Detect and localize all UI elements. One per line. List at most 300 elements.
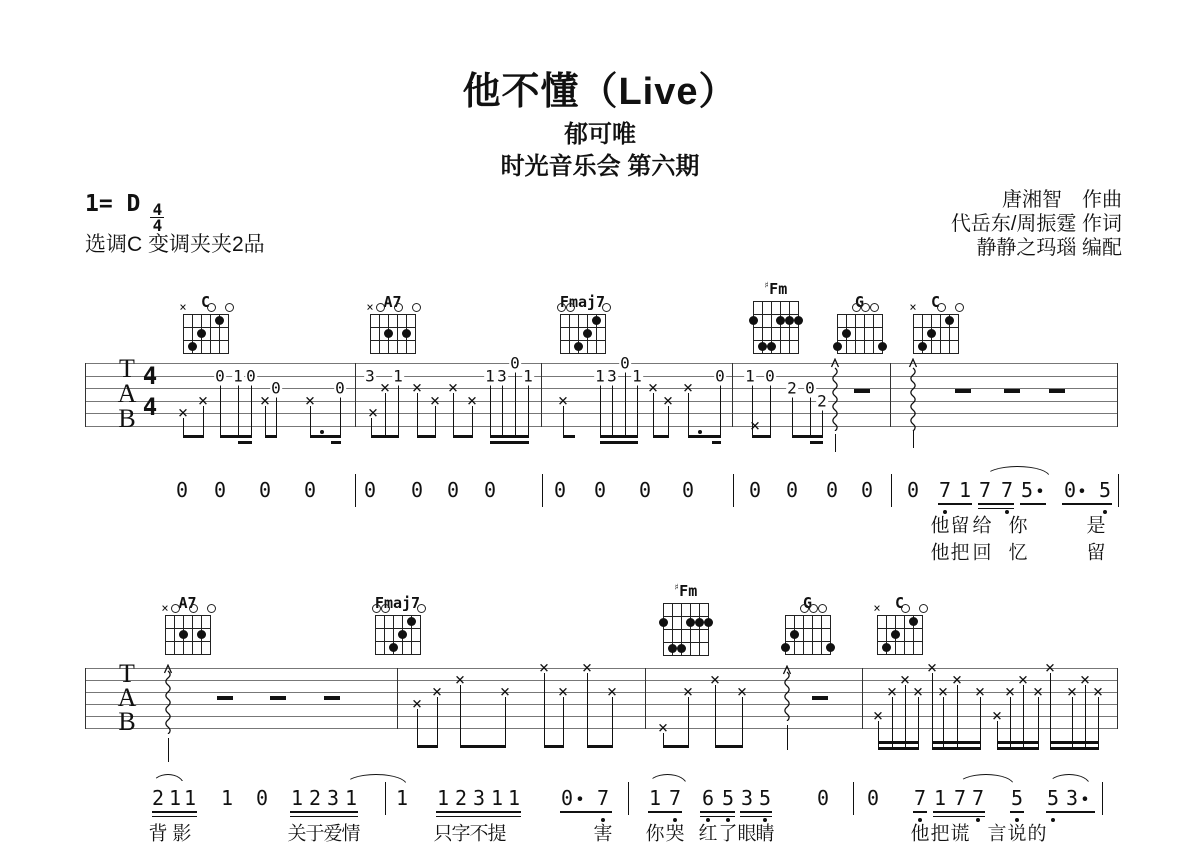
strum-x-mark: × [749, 415, 761, 436]
chord-finger-dot [402, 329, 411, 338]
tab-fret-number: 0 [215, 366, 225, 385]
tab-fret-number: 3 [365, 366, 375, 385]
chord-finger-dot [668, 644, 677, 653]
chord-label: ♯Fm [673, 582, 698, 600]
staff-line [85, 668, 1117, 669]
strum-x-mark: × [657, 718, 669, 738]
strum-x-mark: × [538, 658, 550, 678]
chord-finger-dot [794, 316, 803, 325]
barline [85, 668, 86, 729]
underline-beam [152, 816, 197, 818]
chord-grid-string-line [877, 615, 878, 654]
note-stem [688, 697, 689, 748]
lyric-char: 他 [930, 542, 950, 564]
jianpu-note: 5 [1020, 478, 1034, 502]
duration-dot: • [1077, 481, 1087, 501]
strum-x-mark: × [912, 682, 924, 702]
tie-arc [985, 466, 1050, 477]
tab-fret-number: 1 [233, 366, 243, 385]
jianpu-note: 0 [681, 478, 695, 502]
chord-finger-dot [785, 316, 794, 325]
chord-finger-dot [574, 342, 583, 351]
jianpu-barline [1102, 782, 1103, 815]
chord-finger-dot [398, 630, 407, 639]
chord-grid-string-line [803, 615, 804, 654]
tab-clef-letter: T [119, 354, 135, 383]
rest-dash [217, 696, 233, 699]
rhythm-dot [320, 430, 325, 435]
chord-grid-fret-line [165, 654, 211, 655]
credit-lyricist: 代岳东/周振霆 作词 [950, 213, 1122, 235]
lyric-char: 影 [172, 823, 192, 845]
chord-grid-fret-line [877, 628, 923, 629]
strum-x-mark: × [466, 390, 478, 411]
jianpu-barline [853, 782, 854, 815]
muted-string-icon: × [179, 300, 187, 314]
chord-finger-dot [179, 630, 188, 639]
strum-x-mark: × [1092, 682, 1104, 702]
chord-grid-fret-line [753, 353, 799, 354]
lyric-char: 把 [950, 542, 970, 564]
beam [490, 441, 529, 444]
open-string-icon [189, 604, 198, 613]
chord-finger-dot [878, 342, 887, 351]
lyric-char: 关 [287, 823, 307, 845]
underline-beam [740, 811, 772, 813]
arpeggio-squiggle-icon [908, 358, 918, 431]
note-stem [437, 697, 438, 748]
note-stem [653, 393, 654, 438]
chord-grid-string-line [384, 615, 385, 654]
chord-grid-fret-line [785, 628, 831, 629]
beam [183, 435, 204, 438]
tab-fret-number: 1 [485, 366, 495, 385]
beam [878, 747, 919, 750]
open-string-icon [207, 303, 216, 312]
chord-finger-dot [918, 342, 927, 351]
lyric-char: 睛 [755, 823, 775, 845]
strum-x-mark: × [899, 670, 911, 690]
lyric-char: 留 [950, 515, 970, 537]
chord-finger-dot [659, 618, 668, 627]
note-stem [460, 685, 461, 748]
note-stem [587, 673, 588, 748]
chord-finger-dot [826, 643, 835, 652]
chord-grid-string-line [913, 314, 914, 353]
chord-grid-fret-line [877, 615, 923, 616]
tab-clef-letter: A [117, 379, 137, 408]
chord-grid-fret-line [753, 301, 799, 302]
open-string-icon [937, 303, 946, 312]
beam [600, 441, 638, 444]
chord-grid-fret-line [913, 353, 959, 354]
jianpu-note: 0 [553, 478, 567, 502]
tie-arc [958, 774, 1014, 785]
chord-grid-fret-line [663, 642, 709, 643]
chord-finger-dot [686, 618, 695, 627]
underline-beam [290, 811, 358, 813]
lyric-char: 你 [645, 823, 665, 845]
credit-composer: 唐湘智 作曲 [1002, 189, 1122, 211]
chord-grid-string-line [379, 314, 380, 353]
beam [715, 745, 743, 748]
note-stem [822, 406, 823, 439]
barline [1117, 363, 1118, 427]
jianpu-note: 1 [183, 786, 197, 810]
chord-label: C [930, 293, 941, 311]
jianpu-note: 0 [825, 478, 839, 502]
lyric-char: 谎 [950, 823, 970, 845]
chord-grid-fret-line [663, 655, 709, 656]
beam [417, 745, 438, 748]
open-string-icon [870, 303, 879, 312]
note-stem [544, 673, 545, 748]
jianpu-note: 7 [668, 786, 682, 810]
lyric-char: 说 [1007, 823, 1027, 845]
jianpu-note: 0 [1063, 478, 1077, 502]
tab-fret-number: 0 [271, 378, 281, 398]
open-string-icon [852, 303, 861, 312]
open-string-icon [566, 303, 575, 312]
chord-grid-string-line [210, 615, 211, 654]
chord-finger-dot [767, 342, 776, 351]
jianpu-note: 3 [326, 786, 340, 810]
lyric-char: 只 [433, 823, 453, 845]
tab-fret-number: 1 [632, 366, 642, 385]
note-stem [792, 393, 793, 438]
chord-grid-string-line [873, 314, 874, 353]
chord-finger-dot [583, 329, 592, 338]
jianpu-barline [733, 474, 734, 507]
chord-grid-fret-line [370, 327, 416, 328]
tab-fret-number: 0 [620, 353, 630, 373]
underline-beam [648, 811, 682, 813]
chord-label: G [802, 594, 813, 612]
beam [997, 747, 1039, 750]
muted-string-icon: × [161, 601, 169, 615]
lyric-char: 红 [698, 823, 718, 845]
strum-x-mark: × [974, 682, 986, 702]
lyric-char: 言 [987, 823, 1007, 845]
note-stem [932, 673, 933, 748]
open-string-icon [394, 303, 403, 312]
chord-grid-fret-line [560, 327, 606, 328]
lyric-char: 于 [305, 823, 325, 845]
chord-finger-dot [945, 316, 954, 325]
jianpu-barline [542, 474, 543, 507]
song-title: 他不懂（Live） [462, 71, 738, 113]
staff-time-signature: 4 [142, 392, 158, 421]
chord-finger-dot [197, 630, 206, 639]
beam [417, 435, 436, 438]
open-string-icon [372, 604, 381, 613]
staff-line [85, 680, 1117, 681]
open-string-icon [557, 303, 566, 312]
chord-grid-fret-line [913, 340, 959, 341]
tab-fret-number: 3 [607, 366, 617, 385]
tab-fret-number: 1 [523, 366, 533, 385]
strum-x-mark: × [197, 390, 209, 411]
jianpu-note: 1 [933, 786, 947, 810]
chord-grid-string-line [560, 314, 561, 353]
barline [85, 363, 86, 427]
lyric-char: 他 [910, 823, 930, 845]
open-string-icon [955, 303, 964, 312]
chord-grid-string-line [183, 314, 184, 353]
note-stem [905, 685, 906, 748]
jianpu-note: 5 [1046, 786, 1060, 810]
chord-grid-fret-line [375, 654, 421, 655]
jianpu-note: 7 [938, 478, 952, 502]
note-stem [715, 685, 716, 748]
jianpu-note: 1 [490, 786, 504, 810]
low-octave-dot [1051, 818, 1055, 822]
open-string-icon [809, 604, 818, 613]
arpeggio-squiggle-icon [782, 665, 792, 721]
staff-line [85, 728, 1117, 729]
chord-grid-string-line [821, 615, 822, 654]
beam [1050, 747, 1099, 750]
chord-finger-dot [833, 342, 842, 351]
meter-bottom: 4 [152, 216, 163, 235]
jianpu-note: 5 [1010, 786, 1024, 810]
strum-x-mark: × [259, 390, 271, 411]
tie-arc [1048, 774, 1090, 785]
lyric-char: 是 [1086, 515, 1106, 537]
chord-grid-fret-line [370, 353, 416, 354]
note-stem [168, 738, 169, 762]
chord-grid-string-line [940, 314, 941, 353]
chord-finger-dot [384, 329, 393, 338]
jianpu-note: 0 [860, 478, 874, 502]
duration-dot: • [575, 789, 585, 809]
staff-line [85, 704, 1117, 705]
chord-grid-fret-line [913, 314, 959, 315]
jianpu-note: 0 [213, 478, 227, 502]
rhythm-dot [698, 430, 703, 435]
jianpu-barline [1118, 474, 1119, 507]
jianpu-note: 1 [290, 786, 304, 810]
open-string-icon [818, 604, 827, 613]
strum-x-mark: × [1079, 670, 1091, 690]
chord-finger-dot [927, 329, 936, 338]
lyric-char: 你 [1008, 515, 1028, 537]
underline-beam [933, 811, 985, 813]
chord-finger-dot [776, 316, 785, 325]
rest-dash [812, 696, 828, 699]
jianpu-note: 0 [258, 478, 272, 502]
strum-x-mark: × [379, 378, 391, 398]
tab-clef-letter: B [118, 404, 136, 433]
chord-grid-fret-line [837, 314, 883, 315]
note-stem [417, 393, 418, 438]
jianpu-note: 1 [436, 786, 450, 810]
chord-grid-fret-line [785, 615, 831, 616]
barline [862, 668, 863, 729]
chord-finger-dot [197, 329, 206, 338]
jianpu-note: 0 [175, 478, 189, 502]
tab-fret-number: 0 [246, 366, 256, 385]
open-string-icon [376, 303, 385, 312]
beam [371, 435, 399, 438]
underline-beam [1010, 811, 1024, 813]
jianpu-note: 0 [446, 478, 460, 502]
strum-x-mark: × [1032, 682, 1044, 702]
chord-grid-fret-line [753, 340, 799, 341]
chord-grid-string-line [192, 615, 193, 654]
open-string-icon [602, 303, 611, 312]
jianpu-note: 0 [866, 786, 880, 810]
chord-grid-fret-line [183, 340, 229, 341]
open-string-icon [901, 604, 910, 613]
chord-grid-fret-line [183, 353, 229, 354]
strum-x-mark: × [581, 658, 593, 678]
jianpu-note: 6 [701, 786, 715, 810]
tab-fret-number: 3 [497, 366, 507, 385]
jianpu-note: 1 [220, 786, 234, 810]
note-stem [720, 381, 721, 439]
arpeggio-squiggle-icon [830, 358, 840, 431]
note-stem [612, 697, 613, 748]
jianpu-note: 0 [906, 478, 920, 502]
chord-grid-fret-line [785, 641, 831, 642]
underline-beam [700, 811, 735, 813]
tie-arc [648, 774, 687, 785]
chord-grid-string-line [375, 615, 376, 654]
chord-grid-string-line [397, 314, 398, 353]
chord-grid-fret-line [165, 628, 211, 629]
beam [238, 441, 252, 444]
chord-finger-dot [188, 342, 197, 351]
jianpu-note: 0 [593, 478, 607, 502]
jianpu-note: 5 [1098, 478, 1112, 502]
jianpu-note: 0 [560, 786, 574, 810]
strum-x-mark: × [647, 378, 659, 398]
chord-grid-fret-line [753, 327, 799, 328]
chord-grid-fret-line [837, 353, 883, 354]
jianpu-note: 7 [596, 786, 610, 810]
chord-grid-fret-line [165, 615, 211, 616]
chord-label: Fmaj7 [374, 594, 421, 612]
rest-dash [324, 696, 340, 699]
lyric-char: 的 [1027, 823, 1047, 845]
chord-grid-fret-line [753, 314, 799, 315]
note-stem [1050, 673, 1051, 748]
strum-x-mark: × [991, 706, 1003, 726]
underline-beam [436, 816, 521, 818]
underline-beam [933, 816, 985, 818]
rest-dash [1004, 389, 1020, 392]
chord-grid-string-line [864, 314, 865, 353]
jianpu-note: 5 [758, 786, 772, 810]
chord-finger-dot [891, 630, 900, 639]
strum-x-mark: × [736, 682, 748, 702]
duration-dot: • [1080, 789, 1090, 809]
jianpu-note: 0 [785, 478, 799, 502]
note-stem [1085, 685, 1086, 748]
low-octave-dot [976, 818, 980, 822]
beam [932, 747, 981, 750]
key-prefix: 1= D [85, 191, 141, 217]
lyric-char: 回 [972, 542, 992, 564]
jianpu-note: 0 [303, 478, 317, 502]
jianpu-note: 1 [168, 786, 182, 810]
rest-dash [270, 696, 286, 699]
jianpu-note: 2 [454, 786, 468, 810]
rest-dash [955, 389, 971, 392]
occasion-subtitle: 时光音乐会 第六期 [500, 153, 700, 180]
muted-string-icon: × [873, 601, 881, 615]
strum-x-mark: × [1066, 682, 1078, 702]
chord-grid-string-line [922, 615, 923, 654]
jianpu-barline [891, 474, 892, 507]
lyric-char: 害 [593, 823, 613, 845]
jianpu-note: 1 [648, 786, 662, 810]
strum-x-mark: × [886, 682, 898, 702]
chord-grid-fret-line [375, 641, 421, 642]
tab-fret-number: 0 [715, 366, 725, 385]
note-stem [340, 393, 341, 438]
chord-grid-fret-line [560, 353, 606, 354]
beam [653, 435, 669, 438]
strum-x-mark: × [557, 682, 569, 702]
barline [890, 363, 891, 427]
strum-x-mark: × [367, 403, 379, 423]
staff-line [85, 692, 1117, 693]
chord-grid-fret-line [663, 616, 709, 617]
chord-label: A7 [383, 293, 402, 311]
meter-top: 4 [152, 200, 163, 219]
note-stem [398, 381, 399, 439]
jianpu-note: 0 [638, 478, 652, 502]
beam [600, 435, 638, 438]
chord-grid-fret-line [877, 654, 923, 655]
note-stem [637, 381, 638, 439]
note-stem [957, 685, 958, 748]
note-stem [505, 697, 506, 748]
note-stem [238, 381, 239, 439]
underline-beam [436, 811, 521, 813]
open-string-icon [919, 604, 928, 613]
jianpu-note: 7 [953, 786, 967, 810]
jianpu-note: 0 [410, 478, 424, 502]
chord-label: Fmaj7 [559, 293, 606, 311]
jianpu-note: 7 [1000, 478, 1014, 502]
chord-grid-fret-line [877, 641, 923, 642]
jianpu-note: 0 [816, 786, 830, 810]
chord-grid-string-line [165, 615, 166, 654]
note-stem [625, 368, 626, 438]
muted-string-icon: × [366, 300, 374, 314]
jianpu-note: 0 [748, 478, 762, 502]
jianpu-note: 0 [363, 478, 377, 502]
chord-grid-fret-line [165, 641, 211, 642]
chord-finger-dot [882, 643, 891, 652]
chord-grid-fret-line [663, 629, 709, 630]
note-stem [515, 368, 516, 438]
chord-finger-dot [749, 316, 758, 325]
chord-grid-fret-line [560, 314, 606, 315]
chord-grid-string-line [605, 314, 606, 353]
strum-x-mark: × [447, 378, 459, 398]
strum-x-mark: × [177, 403, 189, 423]
underline-beam [700, 816, 735, 818]
underline-beam [913, 811, 927, 813]
chord-grid-string-line [210, 314, 211, 353]
chord-grid-fret-line [913, 327, 959, 328]
chord-finger-dot [215, 316, 224, 325]
lyric-char: 给 [972, 515, 992, 537]
